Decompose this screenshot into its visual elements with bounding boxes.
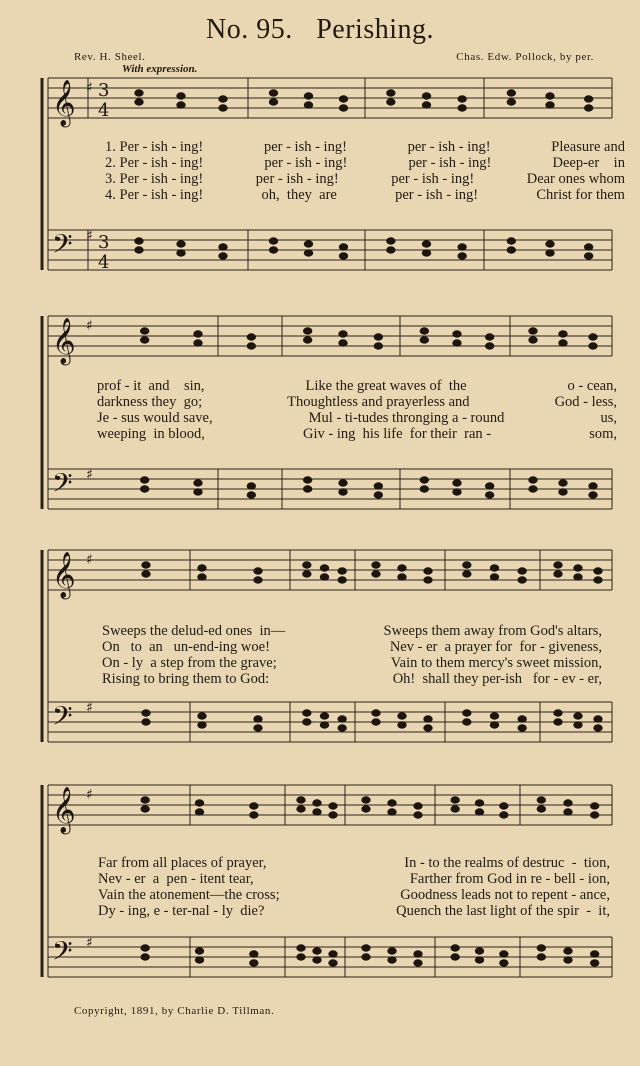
bass-clef-icon: 𝄢 [52,228,73,266]
note-head [463,710,471,716]
note-head [247,483,255,489]
note-head [135,99,143,105]
note-head [198,574,206,580]
time-signature-bottom: 4 [98,100,110,121]
bass-clef-icon: 𝄢 [52,700,73,738]
note-head [177,93,185,99]
note-head [250,960,258,966]
treble-clef-icon: 𝄞 [52,787,76,833]
note-head [303,562,311,568]
lyric-line: prof - it and sin, Like the great waves of the o - cean, [97,378,617,394]
note-head [414,812,422,818]
note-head [374,343,382,349]
note-head [269,90,277,96]
note-head [475,809,483,815]
note-head [485,492,493,498]
note-head [195,957,203,963]
note-head [537,797,545,803]
time-signature-bottom: 4 [98,252,110,273]
note-head [398,713,406,719]
note-head [559,489,567,495]
verse-lyrics-system-2 [97,378,617,442]
lyric-line: Sweeps the delud-ed ones in— Sweeps them away from God's altars, [102,623,602,639]
note-head [387,99,395,105]
lyric-line: Dy - ing, e - ter-nal - ly die? Quench the last light of the spir - it, [98,903,610,919]
note-head [594,568,602,574]
note-head [388,957,396,963]
time-signature-top: 3 [98,80,110,101]
lyric-line: Je - sus would save, Mul - ti-tudes thronging a - round us, [97,410,617,426]
treble-clef-icon: 𝄞 [52,552,76,598]
note-head [451,806,459,812]
lyric-line: Vain the atonement—the cross; Goodness leads not to repent - ance, [98,887,610,903]
note-head [304,241,312,247]
note-head [177,102,185,108]
note-head [372,562,380,568]
note-head [198,565,206,571]
note-head [339,96,347,102]
note-head [194,340,202,346]
note-head [559,340,567,346]
bass-clef-icon: 𝄢 [52,467,73,505]
note-head [374,483,382,489]
note-head [339,244,347,250]
note-head [485,483,493,489]
note-head [458,244,466,250]
note-head [584,244,592,250]
note-head [518,716,526,722]
note-head [387,247,395,253]
note-head [529,337,537,343]
note-head [594,725,602,731]
note-head [422,102,430,108]
note-head [135,247,143,253]
note-head [194,331,202,337]
lyric-line: On - ly a step from the grave; Vain to them mercy's sweet mission, [102,655,602,671]
verse-lyrics-system-4 [98,855,610,919]
key-signature-sharp: ♯ [86,318,93,334]
note-head [388,809,396,815]
note-head [574,574,582,580]
note-head [589,492,597,498]
note-head [338,716,346,722]
note-head [424,568,432,574]
note-head [329,951,337,957]
note-head [590,960,598,966]
note-head [564,957,572,963]
note-head [420,337,428,343]
note-head [554,562,562,568]
note-head [219,253,227,259]
note-head [500,951,508,957]
note-head [135,90,143,96]
copyright-notice: Copyright, 1891, by Charlie D. Tillman. [74,1005,275,1017]
note-head [490,722,498,728]
note-head [518,725,526,731]
note-head [475,957,483,963]
note-head [559,480,567,486]
note-head [254,577,262,583]
note-head [422,241,430,247]
bass-clef-icon: 𝄢 [52,935,73,973]
note-head [453,331,461,337]
note-head [589,343,597,349]
note-head [554,571,562,577]
note-head [313,957,321,963]
note-head [537,806,545,812]
note-head [546,102,554,108]
note-head [398,574,406,580]
note-head [304,93,312,99]
note-head [388,800,396,806]
note-head [507,238,515,244]
lyric-line: 3. Per - ish - ing! per - ish - ing! per - ish - ing! Dear ones whom [105,171,625,187]
note-head [387,90,395,96]
note-head [414,803,422,809]
key-signature-sharp: ♯ [86,552,93,568]
note-head [140,337,148,343]
note-head [198,713,206,719]
note-head [329,803,337,809]
note-head [320,713,328,719]
note-head [362,945,370,951]
note-head [247,343,255,349]
note-head [463,571,471,577]
note-head [564,948,572,954]
note-head [250,803,258,809]
note-head [362,954,370,960]
note-head [564,809,572,815]
note-head [574,565,582,571]
note-head [304,250,312,256]
note-head [140,328,148,334]
key-signature-sharp: ♯ [86,467,93,483]
note-head [420,328,428,334]
note-head [219,105,227,111]
note-head [247,492,255,498]
note-head [546,241,554,247]
time-signature-top: 3 [98,232,110,253]
note-head [195,800,203,806]
note-head [507,247,515,253]
note-head [339,331,347,337]
note-head [269,99,277,105]
note-head [420,477,428,483]
note-head [451,945,459,951]
note-head [500,803,508,809]
note-head [424,716,432,722]
note-head [529,477,537,483]
note-head [177,241,185,247]
note-head [507,99,515,105]
note-head [247,334,255,340]
tempo-marking: With expression. [122,63,198,75]
lyric-line: darkness they go; Thoughtless and prayerless and God - less, [97,394,617,410]
note-head [142,710,150,716]
note-head [303,328,311,334]
lyric-line: weeping in blood, Giv - ing his life for their ran - som, [97,426,617,442]
note-head [453,489,461,495]
note-head [475,800,483,806]
lyricist-credit: Rev. H. Sheel. [74,51,146,63]
note-head [303,719,311,725]
note-head [584,105,592,111]
note-head [546,250,554,256]
key-signature-sharp: ♯ [86,228,93,244]
note-head [329,812,337,818]
note-head [422,93,430,99]
lyric-line: 2. Per - ish - ing! per - ish - ing! per - ish - ing! Deep-er in [105,155,625,171]
note-head [140,477,148,483]
note-head [490,574,498,580]
note-head [554,710,562,716]
note-head [250,812,258,818]
hymn-number: No. 95. [205,14,293,45]
note-head [254,725,262,731]
note-head [303,710,311,716]
note-head [398,722,406,728]
note-head [564,800,572,806]
note-head [374,334,382,340]
note-head [303,337,311,343]
note-head [313,948,321,954]
note-head [297,945,305,951]
note-head [529,328,537,334]
note-head [453,480,461,486]
note-head [424,577,432,583]
lyric-line: Nev - er a pen - itent tear, Farther from God in re - bell - ion, [98,871,610,887]
note-head [250,951,258,957]
note-head [589,483,597,489]
note-head [458,96,466,102]
note-head [422,250,430,256]
note-head [490,713,498,719]
note-head [490,565,498,571]
note-head [590,951,598,957]
note-head [141,945,149,951]
note-head [451,797,459,803]
note-head [194,480,202,486]
note-head [195,948,203,954]
note-head [339,340,347,346]
note-head [219,96,227,102]
note-head [141,806,149,812]
note-head [339,480,347,486]
note-head [362,806,370,812]
note-head [269,238,277,244]
note-head [320,565,328,571]
note-head [198,722,206,728]
note-head [594,577,602,583]
note-head [297,954,305,960]
note-head [372,719,380,725]
note-head [537,945,545,951]
note-head [269,247,277,253]
treble-clef-icon: 𝄞 [52,80,76,126]
note-head [458,253,466,259]
note-head [142,562,150,568]
note-head [219,244,227,250]
note-head [313,809,321,815]
note-head [424,725,432,731]
note-head [338,725,346,731]
verse-lyrics-system-3 [102,623,602,687]
hymn-title: Perishing. [316,14,434,45]
note-head [388,948,396,954]
note-head [329,960,337,966]
note-head [507,90,515,96]
verse-lyrics-system-1 [105,139,625,203]
note-head [374,492,382,498]
note-head [338,577,346,583]
note-head [320,722,328,728]
note-head [584,253,592,259]
note-head [529,486,537,492]
note-head [500,960,508,966]
note-head [254,716,262,722]
note-head [518,568,526,574]
note-head [414,951,422,957]
note-head [414,960,422,966]
lyric-line: On to an un-end-ing woe! Nev - er a prayer for for - giveness, [102,639,602,655]
note-head [304,102,312,108]
note-head [320,574,328,580]
note-head [142,571,150,577]
key-signature-sharp: ♯ [86,787,93,803]
key-signature-sharp: ♯ [86,935,93,951]
note-head [420,486,428,492]
note-head [372,710,380,716]
note-head [475,948,483,954]
note-head [537,954,545,960]
note-head [339,489,347,495]
note-head [398,565,406,571]
note-head [500,812,508,818]
note-head [458,105,466,111]
note-head [463,562,471,568]
note-head [574,722,582,728]
note-head [451,954,459,960]
key-signature-sharp: ♯ [86,700,93,716]
note-head [303,571,311,577]
note-head [554,719,562,725]
note-head [303,486,311,492]
note-head [297,806,305,812]
note-head [135,238,143,244]
lyric-line: Rising to bring them to God: Oh! shall they per-ish for - ev - er, [102,671,602,687]
note-head [303,477,311,483]
note-head [590,803,598,809]
note-head [485,343,493,349]
note-head [546,93,554,99]
note-head [339,253,347,259]
note-head [485,334,493,340]
note-head [339,105,347,111]
note-head [590,812,598,818]
note-head [141,797,149,803]
note-head [559,331,567,337]
note-head [338,568,346,574]
note-head [313,800,321,806]
composer-credit: Chas. Edw. Pollock, by per. [456,51,594,63]
lyric-line: Far from all places of prayer, In - to the realms of destruc - tion, [98,855,610,871]
note-head [254,568,262,574]
note-head [195,809,203,815]
note-head [387,238,395,244]
treble-clef-icon: 𝄞 [52,318,76,364]
lyric-line: 1. Per - ish - ing! per - ish - ing! per - ish - ing! Pleasure and [105,139,625,155]
note-head [453,340,461,346]
note-head [594,716,602,722]
note-head [142,719,150,725]
note-head [177,250,185,256]
note-head [589,334,597,340]
note-head [518,577,526,583]
note-head [584,96,592,102]
note-head [362,797,370,803]
note-head [574,713,582,719]
note-head [141,954,149,960]
note-head [140,486,148,492]
note-head [463,719,471,725]
note-head [297,797,305,803]
note-head [194,489,202,495]
note-head [372,571,380,577]
lyric-line: 4. Per - ish - ing! oh, they are per - ish - ing! Christ for them [105,187,625,203]
key-signature-sharp: ♯ [86,80,93,96]
